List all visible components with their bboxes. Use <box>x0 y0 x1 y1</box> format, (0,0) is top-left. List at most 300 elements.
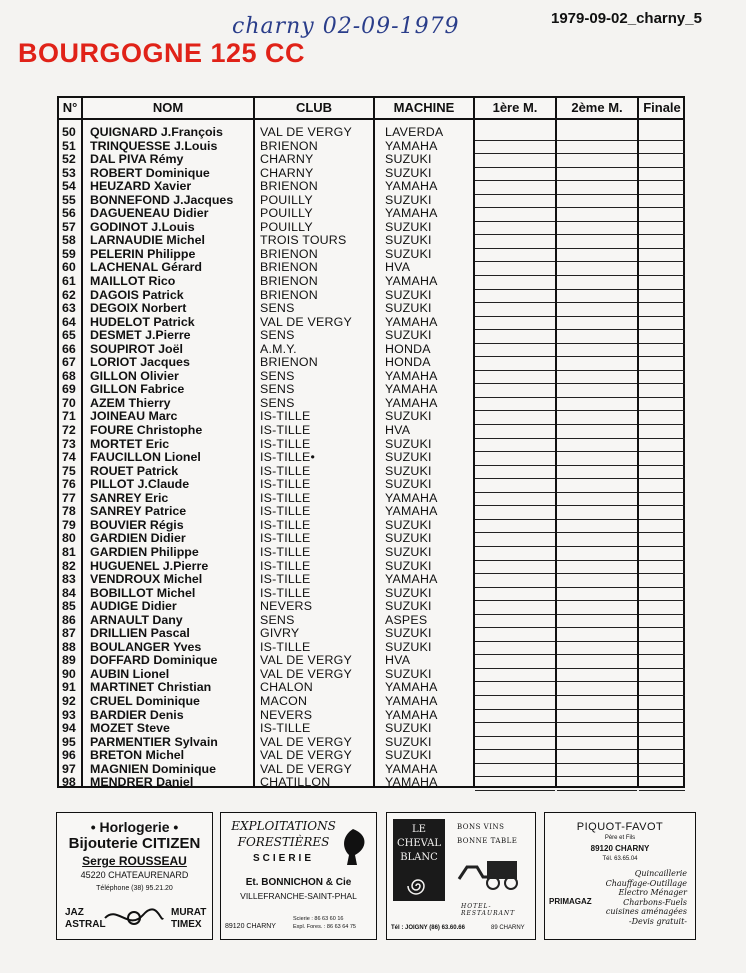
cell-second-heat <box>557 614 637 629</box>
table-row <box>59 343 683 357</box>
table-row <box>59 587 683 601</box>
cell-machine: YAMAHA <box>385 707 438 722</box>
cell-number: 96 <box>62 748 76 763</box>
cell-club: IS-TILLE <box>260 721 311 736</box>
cell-first-heat <box>475 695 555 710</box>
cell-club: IS-TILLE• <box>260 450 316 465</box>
ad-piquot-services <box>606 869 687 926</box>
cell-final <box>639 153 685 168</box>
cell-machine: SUZUKI <box>385 287 432 302</box>
cell-name: GARDIEN Philippe <box>90 544 199 559</box>
cell-club: SENS <box>260 368 295 383</box>
cell-final <box>639 532 685 547</box>
service-item: cuisines aménagées <box>605 907 687 916</box>
cell-machine: SUZUKI <box>385 450 432 465</box>
cell-machine: HVA <box>385 653 411 668</box>
table-row <box>59 207 683 221</box>
cell-number: 69 <box>62 382 76 397</box>
cell-machine: HVA <box>385 260 411 275</box>
watch-strap-icon <box>103 903 165 933</box>
ad-piquot-phone: Tél. 63.65.04 <box>602 856 638 862</box>
ad-cheval-kind: HOTEL-RESTAURANT <box>461 903 516 917</box>
header-club: CLUB <box>295 100 333 115</box>
cell-number: 67 <box>62 355 76 370</box>
table-row <box>59 234 683 248</box>
cell-second-heat <box>557 587 637 602</box>
cell-name: SANREY Patrice <box>90 504 187 519</box>
ad-citizen-line1: • Horlogerie • <box>90 819 179 835</box>
table-row <box>59 356 683 370</box>
page-title: BOURGOGNE 125 CC <box>18 38 306 68</box>
cell-final <box>639 614 685 629</box>
cell-first-heat <box>475 654 555 669</box>
cell-first-heat <box>475 668 555 683</box>
table-row <box>59 438 683 452</box>
cell-machine: YAMAHA <box>385 138 438 153</box>
cell-club: A.M.Y. <box>260 341 297 356</box>
spiral-icon <box>405 875 431 897</box>
ad-scierie-company: Et. BONNICHON & Cie <box>245 877 352 888</box>
cell-first-heat <box>475 424 555 439</box>
cell-second-heat <box>557 465 637 480</box>
cell-number: 50 <box>62 125 76 139</box>
cell-number: 66 <box>62 341 76 356</box>
cell-number: 68 <box>62 368 76 383</box>
cell-first-heat <box>475 248 555 263</box>
cell-final <box>639 275 685 290</box>
cell-machine: HVA <box>385 423 411 438</box>
cell-first-heat <box>475 329 555 344</box>
cell-number: 65 <box>62 328 76 343</box>
table-row <box>59 573 683 587</box>
cell-first-heat <box>475 722 555 737</box>
cell-machine: SUZUKI <box>385 409 432 424</box>
cell-first-heat <box>475 221 555 236</box>
header-second-heat: 2ème M. <box>571 100 623 115</box>
cell-name: HUDELOT Patrick <box>90 314 195 329</box>
name-line2: CHEVAL <box>396 838 442 849</box>
cell-second-heat <box>557 505 637 520</box>
cell-name: MENDRER Daniel <box>90 775 194 790</box>
advertisements <box>0 812 746 942</box>
ad-scierie-line1: EXPLOITATIONS <box>231 819 336 833</box>
cell-second-heat <box>557 329 637 344</box>
cell-second-heat <box>557 492 637 507</box>
cell-name: HEUZARD Xavier <box>90 179 192 194</box>
cell-name: BOBILLOT Michel <box>90 585 196 600</box>
cell-second-heat <box>557 776 637 791</box>
cell-name: DAL PIVA Rémy <box>90 152 184 167</box>
cell-name: AUDIGE Didier <box>90 599 177 614</box>
cell-machine: SUZUKI <box>385 734 432 749</box>
ad-piquot-left: PRIMAGAZ <box>549 897 592 906</box>
cell-machine: SUZUKI <box>385 748 432 763</box>
cell-final <box>639 573 685 588</box>
cell-number: 92 <box>62 693 76 708</box>
service-item: -Devis gratuit- <box>628 916 687 926</box>
cell-club: IS-TILLE <box>260 531 311 546</box>
cell-club: IS-TILLE <box>260 423 311 438</box>
cell-name: MOZET Steve <box>90 721 170 736</box>
cell-machine: HONDA <box>385 355 431 370</box>
cell-number: 93 <box>62 707 76 722</box>
cell-final <box>639 641 685 656</box>
cell-machine: SUZUKI <box>385 246 432 261</box>
cell-machine: SUZUKI <box>385 626 432 641</box>
cell-final <box>639 248 685 263</box>
ad-scierie-address: 89120 CHARNY <box>225 923 276 930</box>
cell-first-heat <box>475 275 555 290</box>
phone-scierie: Scierie : 86 63 60 16 <box>293 916 344 922</box>
cell-second-heat <box>557 140 637 155</box>
table-row <box>59 316 683 330</box>
cell-machine: YAMAHA <box>385 761 438 776</box>
table-row <box>59 397 683 411</box>
cell-machine: HONDA <box>385 341 431 356</box>
cell-club: IS-TILLE <box>260 639 311 654</box>
cell-second-heat <box>557 234 637 249</box>
cell-name: HUGUENEL J.Pierre <box>90 558 209 573</box>
cell-second-heat <box>557 153 637 168</box>
cell-second-heat <box>557 641 637 656</box>
cell-number: 82 <box>62 558 76 573</box>
table-row <box>59 600 683 614</box>
cell-first-heat <box>475 343 555 358</box>
cell-name: GODINOT J.Louis <box>90 219 195 234</box>
header-first-heat: 1ère M. <box>492 100 538 115</box>
table-row <box>59 736 683 750</box>
cell-first-heat <box>475 709 555 724</box>
cell-second-heat <box>557 736 637 751</box>
cell-first-heat <box>475 180 555 195</box>
cell-club: CHARNY <box>260 152 314 167</box>
cell-final <box>639 234 685 249</box>
cell-number: 76 <box>62 477 76 492</box>
cell-number: 83 <box>62 572 76 587</box>
ad-scierie-town: VILLEFRANCHE-SAINT-PHAL <box>240 891 357 901</box>
cell-final <box>639 180 685 195</box>
cell-first-heat <box>475 587 555 602</box>
cell-final <box>639 600 685 615</box>
cell-number: 53 <box>62 165 76 180</box>
cell-second-heat <box>557 383 637 398</box>
ad-citizen-brands-left <box>65 907 106 931</box>
cell-second-heat <box>557 451 637 466</box>
cell-final <box>639 736 685 751</box>
table-row <box>59 410 683 424</box>
table-row <box>59 451 683 465</box>
cell-machine: SUZUKI <box>385 463 432 478</box>
cell-name: PARMENTIER Sylvain <box>90 734 218 749</box>
cell-number: 94 <box>62 721 76 736</box>
cell-name: GARDIEN Didier <box>90 531 186 546</box>
cell-final <box>639 627 685 642</box>
cell-machine: SUZUKI <box>385 301 432 316</box>
cell-name: GILLON Fabrice <box>90 382 185 397</box>
ad-piquot-name: PIQUOT-FAVOT <box>576 821 664 833</box>
cell-number: 75 <box>62 463 76 478</box>
cell-first-heat <box>475 383 555 398</box>
cell-machine: YAMAHA <box>385 395 438 410</box>
ad-citizen-line2: Bijouterie CITIZEN <box>68 835 201 852</box>
cell-second-heat <box>557 167 637 182</box>
cell-final <box>639 722 685 737</box>
cell-club: SENS <box>260 382 295 397</box>
table-row <box>59 681 683 695</box>
cell-second-heat <box>557 261 637 276</box>
cell-name: LACHENAL Gérard <box>90 260 202 275</box>
cell-second-heat <box>557 207 637 222</box>
table-row <box>59 383 683 397</box>
cell-club: VAL DE VERGY <box>260 314 352 329</box>
cell-name: MAGNIEN Dominique <box>90 761 216 776</box>
cell-machine: SUZUKI <box>385 599 432 614</box>
cell-number: 97 <box>62 761 76 776</box>
ad-cheval-tag2: BONNE TABLE <box>457 837 518 845</box>
cell-second-heat <box>557 316 637 331</box>
tree-logo-icon <box>339 827 371 867</box>
cell-club: MACON <box>260 693 308 708</box>
cell-machine: SUZUKI <box>385 233 432 248</box>
cell-first-heat <box>475 600 555 615</box>
cell-machine: SUZUKI <box>385 517 432 532</box>
cell-final <box>639 749 685 764</box>
cell-number: 58 <box>62 233 76 248</box>
cell-number: 61 <box>62 274 76 289</box>
cell-final <box>639 587 685 602</box>
table-row <box>59 695 683 709</box>
cell-final <box>639 560 685 575</box>
cell-first-heat <box>475 681 555 696</box>
cell-name: DOFFARD Dominique <box>90 653 218 668</box>
results-table <box>57 96 685 788</box>
ad-scierie-line2: FORESTIÈRES <box>237 835 330 849</box>
cell-final <box>639 654 685 669</box>
cell-second-heat <box>557 763 637 778</box>
cell-number: 72 <box>62 423 76 438</box>
table-row <box>59 370 683 384</box>
cell-second-heat <box>557 519 637 534</box>
cell-second-heat <box>557 397 637 412</box>
table-row <box>59 194 683 208</box>
cell-number: 85 <box>62 599 76 614</box>
cell-machine: ASPES <box>385 612 428 627</box>
cell-name: JOINEAU Marc <box>90 409 178 424</box>
cell-number: 86 <box>62 612 76 627</box>
cell-club: SENS <box>260 301 295 316</box>
cell-club: BRIENON <box>260 179 318 194</box>
cell-number: 51 <box>62 138 76 153</box>
cell-number: 64 <box>62 314 76 329</box>
table-row <box>59 654 683 668</box>
cell-name: BARDIER Denis <box>90 707 184 722</box>
ad-citizen-city: 45220 CHATEAURENARD <box>80 870 189 880</box>
cell-first-heat <box>475 126 555 141</box>
cell-club: IS-TILLE <box>260 517 311 532</box>
cell-machine: SUZUKI <box>385 165 432 180</box>
table-row <box>59 532 683 546</box>
table-row <box>59 749 683 763</box>
cell-name: DAGUENEAU Didier <box>90 206 209 221</box>
cell-second-heat <box>557 573 637 588</box>
cell-final <box>639 289 685 304</box>
stagecoach-icon <box>457 853 529 893</box>
cell-first-heat <box>475 532 555 547</box>
cell-machine: YAMAHA <box>385 179 438 194</box>
cell-first-heat <box>475 560 555 575</box>
cell-club: IS-TILLE <box>260 558 311 573</box>
cell-number: 57 <box>62 219 76 234</box>
cell-first-heat <box>475 492 555 507</box>
cell-club: IS-TILLE <box>260 490 311 505</box>
cell-number: 71 <box>62 409 76 424</box>
cell-name: DRILLIEN Pascal <box>90 626 190 641</box>
table-row <box>59 709 683 723</box>
cell-club: CHALON <box>260 680 313 695</box>
cell-second-heat <box>557 709 637 724</box>
cell-final <box>639 465 685 480</box>
cell-number: 59 <box>62 246 76 261</box>
cell-second-heat <box>557 180 637 195</box>
ad-scierie-line3: SCIERIE <box>252 853 314 864</box>
cell-machine: YAMAHA <box>385 314 438 329</box>
cell-first-heat <box>475 519 555 534</box>
cell-name: BOUVIER Régis <box>90 517 184 532</box>
cell-first-heat <box>475 370 555 385</box>
cell-number: 89 <box>62 653 76 668</box>
table-row <box>59 275 683 289</box>
cell-final <box>639 478 685 493</box>
cell-final <box>639 194 685 209</box>
table-row <box>59 248 683 262</box>
cell-first-heat <box>475 167 555 182</box>
cell-first-heat <box>475 397 555 412</box>
cell-name: ARNAULT Dany <box>90 612 183 627</box>
cell-first-heat <box>475 356 555 371</box>
table-row <box>59 221 683 235</box>
cell-second-heat <box>557 695 637 710</box>
cell-first-heat <box>475 573 555 588</box>
cell-name: ROBERT Dominique <box>90 165 210 180</box>
cell-club: POUILLY <box>260 219 313 234</box>
cell-first-heat <box>475 505 555 520</box>
cell-name: DAGOIS Patrick <box>90 287 184 302</box>
cell-club: VAL DE VERGY <box>260 734 352 749</box>
cell-name: SANREY Eric <box>90 490 169 505</box>
cell-name: FOURE Christophe <box>90 423 203 438</box>
cell-club: VAL DE VERGY <box>260 653 352 668</box>
cell-final <box>639 126 685 141</box>
cell-final <box>639 695 685 710</box>
cell-club: BRIENON <box>260 138 318 153</box>
service-item: Electro Ménager <box>618 888 687 897</box>
cell-final <box>639 261 685 276</box>
cell-first-heat <box>475 641 555 656</box>
cell-club: POUILLY <box>260 192 313 207</box>
table-row <box>59 329 683 343</box>
cell-machine: YAMAHA <box>385 693 438 708</box>
cell-second-heat <box>557 627 637 642</box>
cell-machine: SUZUKI <box>385 192 432 207</box>
file-id: 1979-09-02_charny_5 <box>551 10 702 27</box>
cell-first-heat <box>475 478 555 493</box>
cell-machine: YAMAHA <box>385 504 438 519</box>
table-row <box>59 641 683 655</box>
table-row <box>59 722 683 736</box>
cell-first-heat <box>475 261 555 276</box>
cell-final <box>639 302 685 317</box>
brand-jaz: JAZ <box>65 907 84 918</box>
cell-club: IS-TILLE <box>260 572 311 587</box>
cell-number: 87 <box>62 626 76 641</box>
cell-second-heat <box>557 681 637 696</box>
cell-name: PELERIN Philippe <box>90 246 196 261</box>
cell-first-heat <box>475 140 555 155</box>
cell-final <box>639 451 685 466</box>
cell-club: IS-TILLE <box>260 409 311 424</box>
cell-club: BRIENON <box>260 287 318 302</box>
cell-name: BRETON Michel <box>90 748 185 763</box>
cell-first-heat <box>475 289 555 304</box>
cell-final <box>639 167 685 182</box>
cell-second-heat <box>557 438 637 453</box>
cell-machine: YAMAHA <box>385 274 438 289</box>
cell-machine: YAMAHA <box>385 382 438 397</box>
cell-second-heat <box>557 749 637 764</box>
ad-cheval-tag1: BONS VINS <box>457 823 505 831</box>
header-number: N° <box>62 100 78 115</box>
ad-cheval-town: 89 CHARNY <box>491 925 525 931</box>
cell-final <box>639 356 685 371</box>
cell-club: VAL DE VERGY <box>260 125 352 139</box>
cell-second-heat <box>557 248 637 263</box>
cell-number: 91 <box>62 680 76 695</box>
brand-astral: ASTRAL <box>65 919 106 930</box>
cell-club: NEVERS <box>260 707 313 722</box>
cell-club: BRIENON <box>260 274 318 289</box>
ad-citizen-name: Serge ROUSSEAU <box>82 854 187 868</box>
cell-club: VAL DE VERGY <box>260 761 352 776</box>
cell-name: DEGOIX Norbert <box>90 301 187 316</box>
cell-final <box>639 519 685 534</box>
cell-name: ROUET Patrick <box>90 463 179 478</box>
cell-first-heat <box>475 316 555 331</box>
cell-second-heat <box>557 289 637 304</box>
cell-first-heat <box>475 302 555 317</box>
cell-number: 55 <box>62 192 76 207</box>
cell-first-heat <box>475 465 555 480</box>
service-item: Charbons-Fuels <box>623 897 687 907</box>
cell-second-heat <box>557 478 637 493</box>
cell-second-heat <box>557 410 637 425</box>
cell-club: IS-TILLE <box>260 463 311 478</box>
cell-club: IS-TILLE <box>260 585 311 600</box>
cell-first-heat <box>475 194 555 209</box>
cell-machine: SUZUKI <box>385 152 432 167</box>
table-row <box>59 560 683 574</box>
cell-number: 52 <box>62 152 76 167</box>
ad-cheval-blanc <box>386 812 536 940</box>
cell-machine: SUZUKI <box>385 721 432 736</box>
cell-number: 74 <box>62 450 76 465</box>
cell-final <box>639 668 685 683</box>
cell-second-heat <box>557 560 637 575</box>
cell-club: SENS <box>260 395 295 410</box>
table-row <box>59 465 683 479</box>
cell-final <box>639 681 685 696</box>
brand-murat: MURAT <box>171 907 207 918</box>
cell-name: FAUCILLON Lionel <box>90 450 201 465</box>
